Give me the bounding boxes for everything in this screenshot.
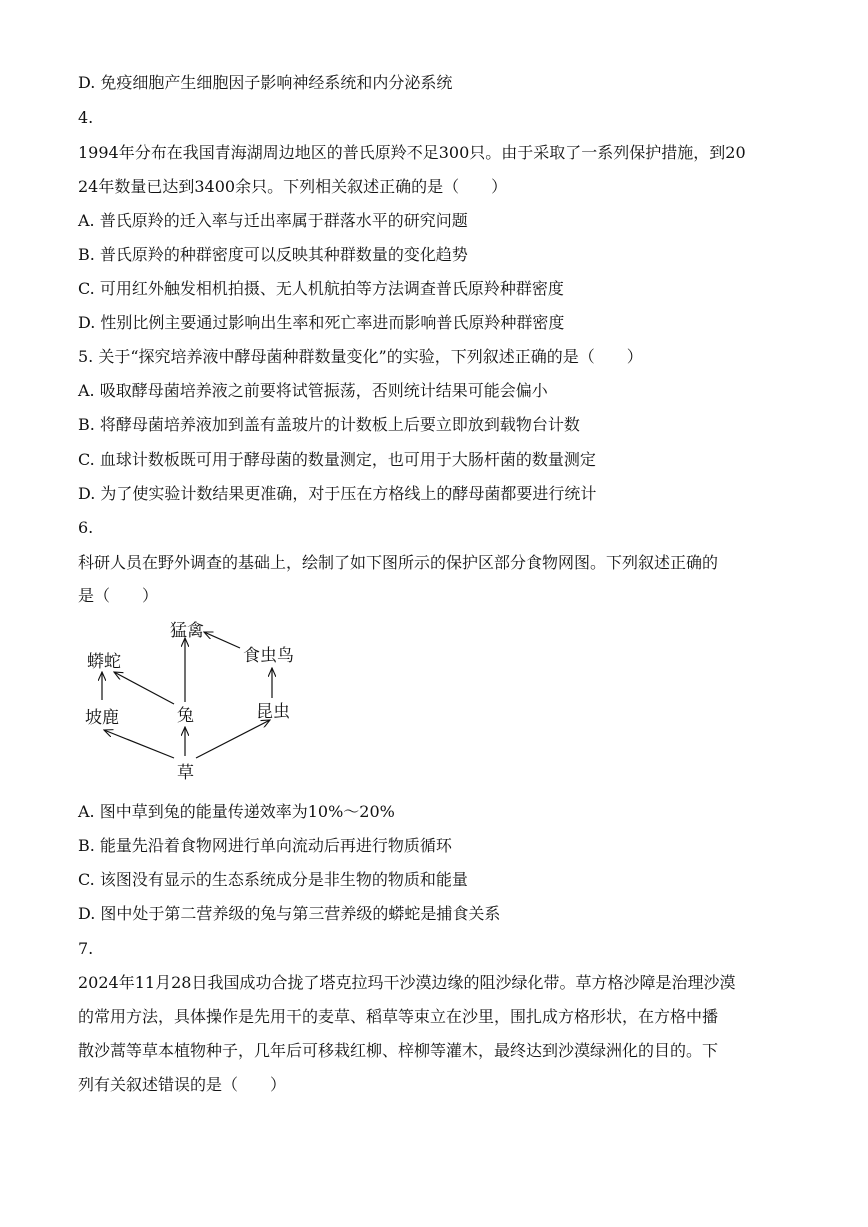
q5-option-b: B. 将酵母菌培养液加到盖有盖玻片的计数板上后要立即放到载物台计数 — [78, 415, 580, 434]
q7-number: 7. — [78, 939, 94, 958]
node-grass: 草 — [177, 763, 194, 783]
node-deer: 坡鹿 — [85, 708, 119, 728]
food-web-diagram — [78, 612, 318, 792]
q4-option-a: A. 普氏原羚的迁入率与迁出率属于群落水平的研究问题 — [78, 211, 468, 230]
q6-option-b: B. 能量先沿着食物网进行单向流动后再进行物质循环 — [78, 836, 452, 855]
node-insectivore-bird: 食虫鸟 — [243, 646, 294, 666]
q5-option-a: A. 吸取酵母菌培养液之前要将试管振荡，否则统计结果可能会偏小 — [78, 381, 548, 400]
q6-option-a: A. 图中草到兔的能量传递效率为10%～20% — [78, 802, 395, 821]
q7-stem-line-3: 散沙蒿等草本植物种子，几年后可移栽红柳、梓柳等灌木，最终达到沙漠绿洲化的目的。下 — [78, 1041, 719, 1060]
q6-number: 6. — [78, 518, 94, 537]
arrow-grass-to-deer — [104, 730, 174, 758]
q4-stem-line-1: 1994年分布在我国青海湖周边地区的普氏原羚不足300只。由于采取了一系列保护措施，到20 — [78, 143, 746, 162]
node-python: 蟒蛇 — [87, 652, 121, 672]
q4-option-c: C. 可用红外触发相机拍摄、无人机航拍等方法调查普氏原羚种群密度 — [78, 279, 564, 298]
arrow-rabbit-to-python — [114, 672, 174, 704]
q5-option-d: D. 为了使实验计数结果更准确，对于压在方格线上的酵母菌都要进行统计 — [78, 484, 597, 503]
q4-number: 4. — [78, 108, 94, 127]
q7-stem-line-2: 的常用方法，具体操作是先用干的麦草、稻草等束立在沙里，围扎成方格形状，在方格中播 — [78, 1007, 719, 1026]
q6-option-c: C. 该图没有显示的生态系统成分是非生物的物质和能量 — [78, 870, 468, 889]
q6-option-d: D. 图中处于第二营养级的兔与第三营养级的蟒蛇是捕食关系 — [78, 904, 501, 923]
q7-stem-line-4: 列有关叙述错误的是（ ） — [78, 1075, 287, 1094]
q3-option-d: D. 免疫细胞产生细胞因子影响神经系统和内分泌系统 — [78, 73, 453, 92]
q4-option-b: B. 普氏原羚的种群密度可以反映其种群数量的变化趋势 — [78, 245, 468, 264]
arrow-grass-to-insect — [196, 720, 270, 758]
q5-stem: 5. 关于“探究培养液中酵母菌种群数量变化”的实验，下列叙述正确的是（ ） — [78, 347, 643, 366]
q5-option-c: C. 血球计数板既可用于酵母菌的数量测定，也可用于大肠杆菌的数量测定 — [78, 450, 596, 469]
q6-stem-line-2: 是（ ） — [78, 586, 159, 605]
arrow-bird-to-raptor — [204, 632, 240, 648]
q6-stem-line-1: 科研人员在野外调查的基础上，绘制了如下图所示的保护区部分食物网图。下列叙述正确的 — [78, 553, 719, 572]
q4-option-d: D. 性别比例主要通过影响出生率和死亡率进而影响普氏原羚种群密度 — [78, 313, 565, 332]
node-raptor: 猛禽 — [170, 621, 204, 641]
food-web-svg — [78, 612, 318, 792]
q4-stem-line-2: 24年数量已达到3400余只。下列相关叙述正确的是（ ） — [78, 177, 508, 196]
node-insect: 昆虫 — [256, 702, 290, 722]
q7-stem-line-1: 2024年11月28日我国成功合拢了塔克拉玛干沙漠边缘的阻沙绿化带。草方格沙障是治理沙漠 — [78, 973, 736, 992]
node-rabbit: 兔 — [177, 706, 194, 726]
